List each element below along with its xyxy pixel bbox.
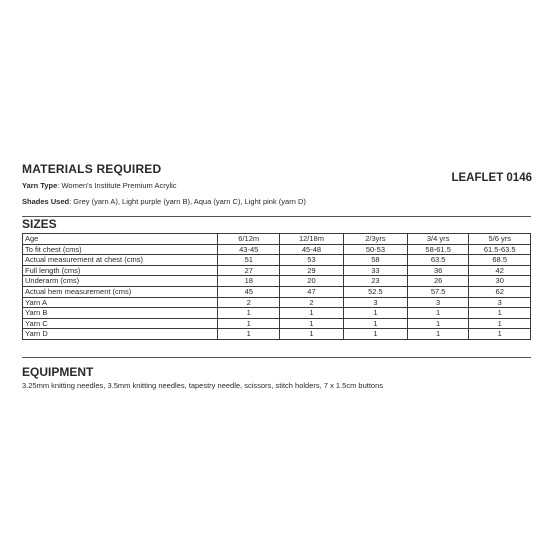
table-cell: 2 <box>218 297 280 308</box>
table-row <box>23 244 531 255</box>
section-divider <box>22 357 531 358</box>
yarn-type-line <box>22 181 177 190</box>
table-cell: 50-53 <box>343 244 407 255</box>
table-cell: 62 <box>469 286 531 297</box>
table-cell: 1 <box>280 308 344 319</box>
sizes-heading: SIZES <box>22 217 57 231</box>
table-row <box>23 329 531 340</box>
table-cell: 1 <box>343 329 407 340</box>
table-row <box>23 265 531 276</box>
table-row <box>23 286 531 297</box>
table-cell: 45 <box>218 286 280 297</box>
table-cell: 1 <box>218 308 280 319</box>
row-label-cell: Yarn B <box>23 308 218 319</box>
table-cell: 5/6 yrs <box>469 234 531 245</box>
table-cell: 3/4 yrs <box>407 234 469 245</box>
table-cell: 3 <box>469 297 531 308</box>
table-cell: 2/3yrs <box>343 234 407 245</box>
shades-used-line <box>22 197 306 206</box>
table-cell: 27 <box>218 265 280 276</box>
table-cell: 45-48 <box>280 244 344 255</box>
row-label-cell: Yarn A <box>23 297 218 308</box>
table-cell: 43-45 <box>218 244 280 255</box>
table-cell: 1 <box>218 329 280 340</box>
table-cell: 52.5 <box>343 286 407 297</box>
table-cell: 1 <box>469 318 531 329</box>
shades-used-label: Shades Used <box>22 197 70 206</box>
table-cell: 1 <box>407 308 469 319</box>
row-label-cell: Actual measurement at chest (cms) <box>23 255 218 266</box>
table-cell: 36 <box>407 265 469 276</box>
table-cell: 1 <box>407 329 469 340</box>
materials-heading: MATERIALS REQUIRED <box>22 162 162 176</box>
table-cell: 12/18m <box>280 234 344 245</box>
table-cell: 1 <box>407 318 469 329</box>
table-cell: 30 <box>469 276 531 287</box>
row-label-cell: Actual hem measurement (cms) <box>23 286 218 297</box>
row-label-cell: Underarm (cms) <box>23 276 218 287</box>
section-divider <box>22 216 531 217</box>
table-cell: 58-61.5 <box>407 244 469 255</box>
table-cell: 1 <box>343 308 407 319</box>
table-cell: 29 <box>280 265 344 276</box>
table-row <box>23 308 531 319</box>
table-cell: 1 <box>469 308 531 319</box>
table-cell: 42 <box>469 265 531 276</box>
table-cell: 33 <box>343 265 407 276</box>
leaflet-number: LEAFLET 0146 <box>451 172 532 184</box>
table-cell: 68.5 <box>469 255 531 266</box>
table-cell: 1 <box>469 329 531 340</box>
equipment-heading: EQUIPMENT <box>22 365 94 379</box>
table-cell: 1 <box>280 329 344 340</box>
table-cell: 1 <box>343 318 407 329</box>
row-label-cell: Yarn D <box>23 329 218 340</box>
table-cell: 23 <box>343 276 407 287</box>
row-label-cell: To fit chest (cms) <box>23 244 218 255</box>
sizes-table <box>22 233 531 340</box>
table-cell: 3 <box>343 297 407 308</box>
table-cell: 57.5 <box>407 286 469 297</box>
table-cell: 58 <box>343 255 407 266</box>
yarn-type-value: : Women's Institute Premium Acrylic <box>57 181 177 190</box>
table-cell: 26 <box>407 276 469 287</box>
table-cell: 47 <box>280 286 344 297</box>
table-cell: 63.5 <box>407 255 469 266</box>
table-cell: 3 <box>407 297 469 308</box>
row-label-cell: Yarn C <box>23 318 218 329</box>
table-cell: 61.5-63.5 <box>469 244 531 255</box>
row-label-cell: Age <box>23 234 218 245</box>
yarn-type-label: Yarn Type <box>22 181 58 190</box>
equipment-list: 3.25mm knitting needles, 3.5mm knitting needles, tapestry needle, scissors, stitch holders, 7 x 1.5cm buttons <box>22 381 384 390</box>
table-cell: 2 <box>280 297 344 308</box>
table-row <box>23 318 531 329</box>
table-cell: 1 <box>280 318 344 329</box>
table-cell: 18 <box>218 276 280 287</box>
table-cell: 1 <box>218 318 280 329</box>
table-cell: 53 <box>280 255 344 266</box>
table-row <box>23 255 531 266</box>
table-row <box>23 276 531 287</box>
shades-used-value: : Grey (yarn A), Light purple (yarn B), Aqua (yarn C), Light pink (yarn D) <box>69 197 306 206</box>
table-row <box>23 297 531 308</box>
table-cell: 51 <box>218 255 280 266</box>
table-row <box>23 234 531 245</box>
row-label-cell: Full length (cms) <box>23 265 218 276</box>
table-cell: 20 <box>280 276 344 287</box>
table-cell: 6/12m <box>218 234 280 245</box>
